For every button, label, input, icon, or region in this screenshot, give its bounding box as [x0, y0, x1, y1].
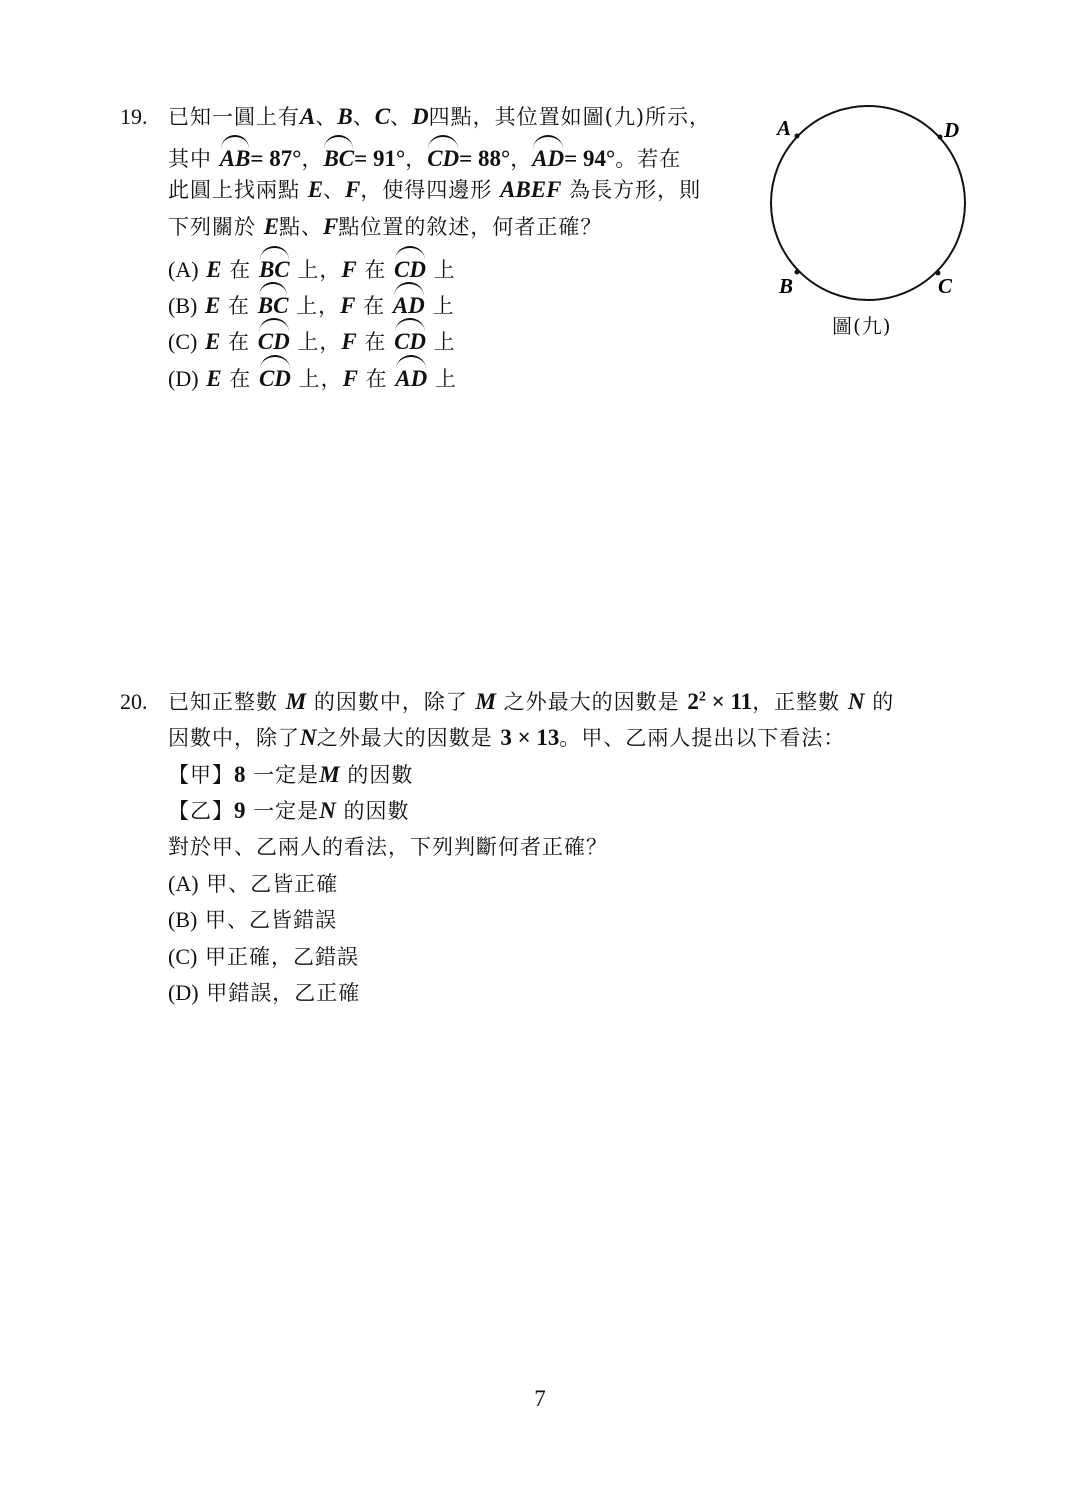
- arc-bc-value: = 91°: [354, 146, 406, 171]
- q20-option-b[interactable]: [168, 902, 337, 938]
- point-e: E: [206, 366, 222, 391]
- point-f: F: [323, 214, 339, 239]
- dot-d: [938, 135, 943, 140]
- q19-text: 下列關於: [168, 215, 256, 239]
- option-text: 上: [432, 294, 455, 318]
- dot-a: [795, 134, 800, 139]
- option-text: 上: [433, 330, 456, 354]
- option-text: 上，: [297, 258, 342, 282]
- q19-text: 點、: [279, 215, 324, 239]
- page-number: 7: [534, 1386, 546, 1411]
- option-label: (B): [168, 907, 198, 932]
- variable-m: M: [285, 689, 307, 714]
- arc-ab-value: = 87°: [250, 146, 302, 171]
- option-text: 上: [433, 258, 456, 282]
- point-e: E: [307, 177, 324, 202]
- label-c: C: [938, 274, 953, 298]
- point-e: E: [263, 214, 280, 239]
- q19-text: ，使得四邊形: [360, 178, 493, 202]
- arc-cd: CD: [427, 135, 459, 177]
- variable-m: M: [319, 762, 340, 787]
- point-e: E: [205, 329, 221, 354]
- separator: 、: [315, 105, 338, 129]
- separator: 、: [352, 105, 375, 129]
- point-f: F: [340, 293, 356, 318]
- point-b: B: [337, 104, 353, 129]
- question-20-number: 20.: [120, 689, 148, 714]
- q20-option-a[interactable]: [168, 866, 338, 902]
- jia-number: 8: [234, 762, 246, 787]
- figure-reference: (九): [604, 105, 646, 129]
- q19-line-4: [168, 209, 602, 245]
- label-a: A: [777, 116, 792, 140]
- m-largest-factor: [687, 689, 752, 714]
- option-text: 在: [365, 367, 388, 391]
- q19-text: 四點，其位置如圖: [428, 105, 605, 129]
- arc-cd-value: = 88°: [459, 146, 511, 171]
- q19-text: 。若在: [615, 147, 682, 171]
- yi-tag: 【乙】: [168, 799, 234, 823]
- option-text: 上，: [296, 294, 341, 318]
- option-f-arc: AD: [393, 282, 425, 324]
- option-text: 上，: [298, 367, 343, 391]
- q20-text: 。甲、乙兩人提出以下看法：: [559, 726, 846, 750]
- point-e: E: [206, 257, 222, 282]
- option-label: (B): [168, 293, 198, 318]
- question-19-number: 19.: [120, 104, 148, 129]
- option-label: (A): [168, 257, 199, 282]
- q19-line-3: [168, 172, 701, 208]
- separator: 、: [323, 178, 346, 202]
- option-e-arc: BC: [258, 282, 289, 324]
- option-f-arc: CD: [394, 246, 426, 288]
- option-f-arc: CD: [394, 318, 426, 360]
- variable-n: N: [300, 725, 317, 750]
- point-f: F: [345, 177, 361, 202]
- q20-statement-jia: [168, 757, 413, 793]
- option-label: (D): [168, 980, 199, 1005]
- option-text: 在: [363, 294, 386, 318]
- option-text: 甲正確，乙錯誤: [205, 945, 360, 969]
- q20-line-2: [168, 720, 845, 756]
- q19-text: 此圓上找兩點: [168, 178, 300, 202]
- q19-option-d[interactable]: [168, 355, 457, 397]
- point-f: F: [341, 257, 357, 282]
- q20-text: 的: [872, 690, 895, 714]
- option-text: 在: [364, 330, 387, 354]
- point-d: D: [412, 104, 429, 129]
- jia-tag: 【甲】: [168, 763, 234, 787]
- option-text: 在: [364, 258, 387, 282]
- q19-text: 為長方形，則: [569, 178, 702, 202]
- yi-number: 9: [234, 798, 246, 823]
- q20-text: 之外最大的因數是: [316, 726, 493, 750]
- point-f: F: [341, 329, 357, 354]
- option-text: 在: [228, 294, 251, 318]
- comma: ，: [301, 147, 324, 171]
- q20-line-1: [168, 684, 894, 720]
- label-b: B: [779, 274, 794, 298]
- q20-option-d[interactable]: [168, 975, 360, 1011]
- q20-prompt: 對於甲、乙兩人的看法，下列判斷何者正確？: [168, 835, 608, 859]
- m-rest: × 11: [705, 689, 753, 714]
- q19-line-2: [168, 135, 681, 177]
- point-e: E: [205, 293, 221, 318]
- q19-text: 其中: [168, 147, 212, 171]
- figure-9-caption: 圖(九): [832, 314, 892, 338]
- q19-option-c[interactable]: [168, 318, 456, 360]
- arc-ad: AD: [532, 135, 564, 177]
- option-label: (A): [168, 871, 199, 896]
- point-f: F: [342, 366, 358, 391]
- option-label: (D): [168, 366, 199, 391]
- label-d: D: [944, 118, 960, 142]
- comma: ，: [405, 147, 428, 171]
- q20-option-c[interactable]: [168, 939, 359, 975]
- q20-text: 的因數: [347, 763, 414, 787]
- m-exponent: 2: [698, 689, 706, 705]
- option-text: 在: [229, 258, 252, 282]
- q20-text: 一定是: [253, 799, 320, 823]
- option-label: (C): [168, 329, 198, 354]
- q19-text: 已知一圓上有: [168, 105, 300, 129]
- option-e-arc: CD: [258, 318, 290, 360]
- variable-m: M: [475, 689, 496, 714]
- comma: ，: [510, 147, 533, 171]
- q19-text: 點位置的敘述，何者正確？: [338, 215, 603, 239]
- q20-text: 因數中，除了: [168, 726, 300, 750]
- quadrilateral-abef: ABEF: [500, 177, 562, 202]
- q20-text: 的因數中，除了: [313, 690, 468, 714]
- circle: [771, 106, 965, 300]
- option-text: 上，: [297, 330, 342, 354]
- option-text: 甲、乙皆錯誤: [205, 908, 338, 932]
- point-c: C: [374, 104, 391, 129]
- q20-text: 之外最大的因數是: [503, 690, 680, 714]
- m-base: 2: [687, 689, 699, 714]
- figure-9-circle-diagram: [760, 95, 980, 315]
- q19-text: 所示，: [645, 105, 712, 129]
- option-text: 在: [228, 330, 251, 354]
- option-e-arc: BC: [259, 246, 290, 288]
- q20-text: ，正整數: [752, 690, 841, 714]
- point-a: A: [300, 104, 316, 129]
- n-largest-factor: 3 × 13: [500, 725, 560, 750]
- arc-ad-value: = 94°: [564, 146, 616, 171]
- option-f-arc: AD: [395, 355, 427, 397]
- variable-n: N: [319, 798, 336, 823]
- option-text: 甲、乙皆正確: [206, 872, 339, 896]
- q20-statement-yi: [168, 793, 410, 829]
- option-label: (C): [168, 944, 198, 969]
- option-text: 上: [434, 367, 457, 391]
- arc-ab: AB: [220, 135, 251, 177]
- arc-bc: BC: [323, 135, 354, 177]
- dot-b: [795, 270, 800, 275]
- option-text: 甲錯誤，乙正確: [206, 981, 361, 1005]
- separator: 、: [390, 105, 413, 129]
- q20-text: 一定是: [253, 763, 320, 787]
- option-e-arc: CD: [259, 355, 291, 397]
- q20-text: 已知正整數: [168, 690, 278, 714]
- q19-line-1: [168, 99, 711, 135]
- option-text: 在: [229, 367, 252, 391]
- q20-text: 的因數: [343, 799, 410, 823]
- variable-n: N: [847, 689, 865, 714]
